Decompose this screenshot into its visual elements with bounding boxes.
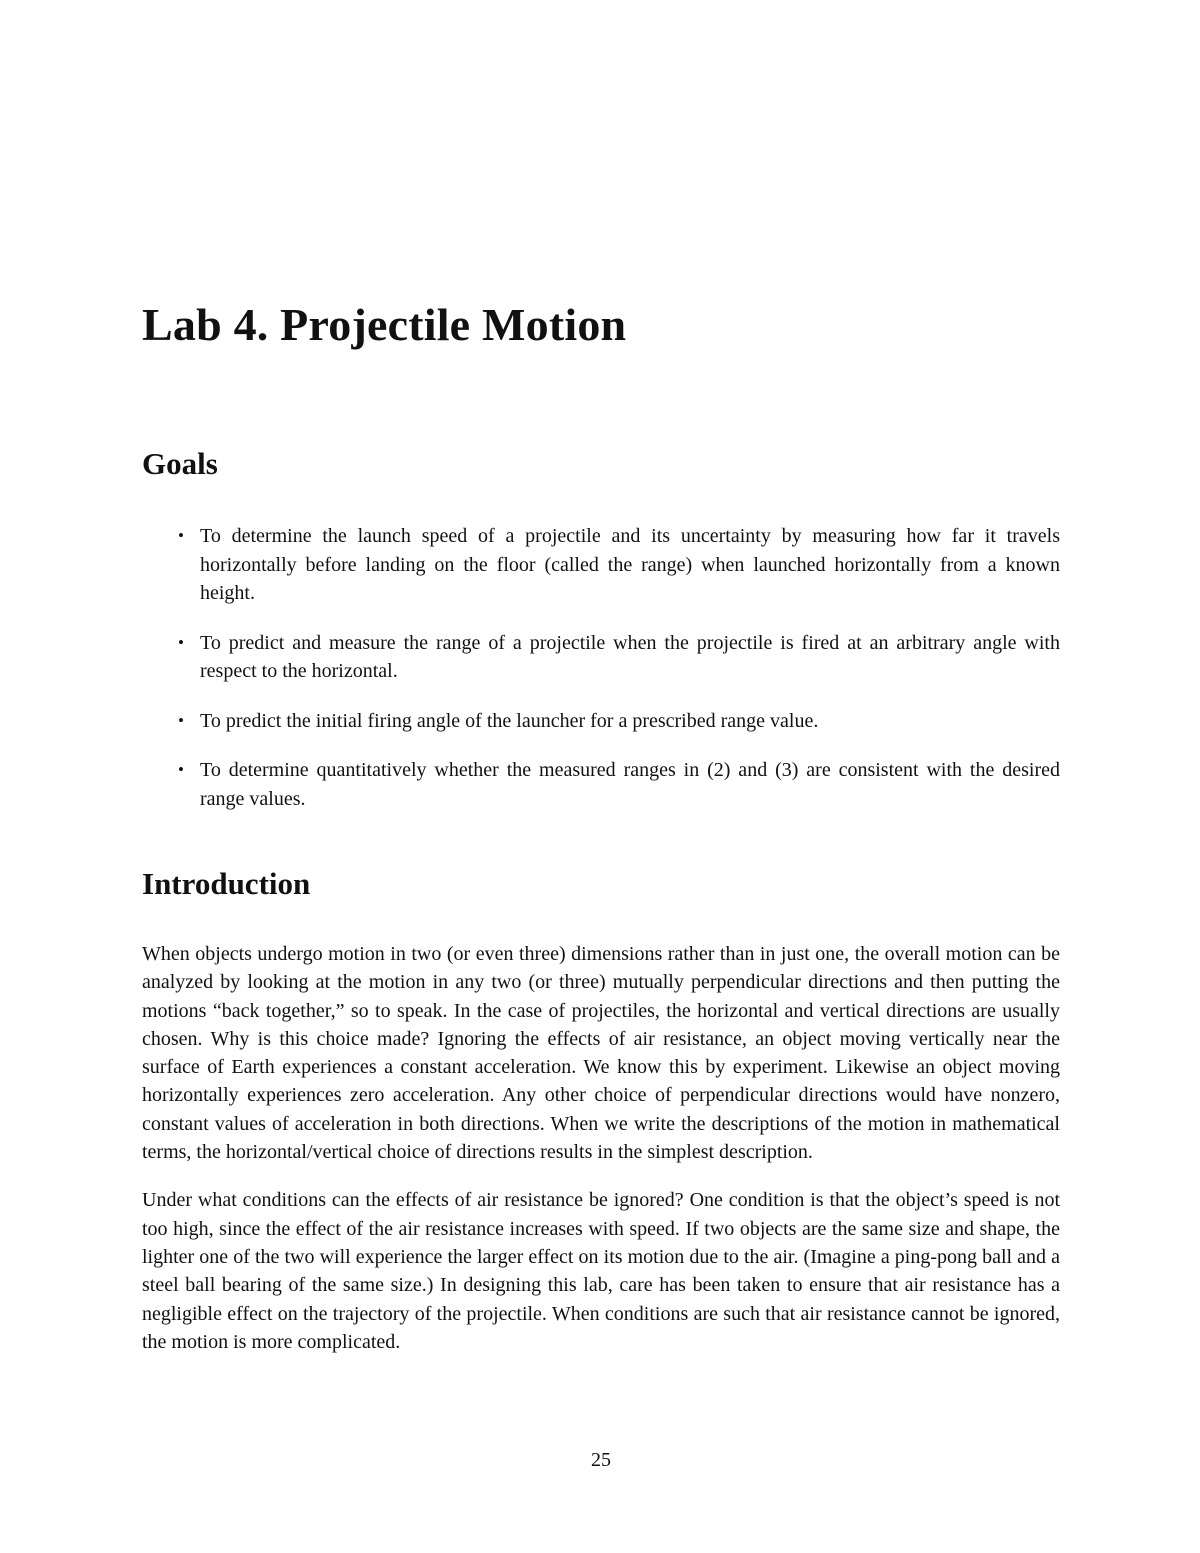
goal-text: To determine quantitatively whether the measured ranges in (2) and (3) are consistent with the desired range values. — [200, 759, 1060, 810]
goals-list — [172, 522, 1060, 834]
goal-text: To determine the launch speed of a projectile and its uncertainty by measuring how far it travels horizontally before landing on the floor (called the range) when launched horizontally from a known height. — [200, 525, 1060, 604]
list-item — [172, 707, 1060, 736]
introduction-heading: Introduction — [142, 866, 311, 901]
introduction-paragraph: Under what conditions can the effects of air resistance be ignored? One condition is that the object’s speed is not too high, since the effect of the air resistance increases with speed. If two objects are the same size and shape, the lighter one of the two will experience the larger effect on its motion due to the air. (Imagine a ping-pong ball and a steel ball bearing of the same size.) In designing this lab, care has been taken to ensure that air resistance has a negligible effect on the trajectory of the projectile. When conditions are such that air resistance cannot be ignored, the motion is more complicated. — [142, 1189, 1060, 1353]
introduction-body — [142, 940, 1060, 1376]
goals-heading: Goals — [142, 446, 218, 481]
bullet-icon: • — [178, 632, 184, 652]
bullet-icon: • — [178, 526, 184, 545]
list-item — [172, 629, 1060, 686]
introduction-paragraph: When objects undergo motion in two (or even three) dimensions rather than in just one, the overall motion can be analyzed by looking at the motion in any two (or three) mutually perpendicular directions and then putting the motions “back together,” so to speak. In the case of projectiles, the horizontal and vertical directions are usually chosen. Why is this choice made? Ignoring the effects of air resistance, an object moving vertically near the surface of Earth experiences a constant acceleration. We know this by experiment. Likewise an object moving horizontally experiences zero acceleration. Any other choice of perpendicular directions would have nonzero, constant values of acceleration in both directions. When we write the descriptions of the motion in mathematical terms, the horizontal/vertical choice of directions results in the simplest description. — [142, 943, 1060, 1164]
bullet-icon: • — [178, 710, 184, 730]
goal-text: To predict and measure the range of a projectile when the projectile is fired at an arbitrary angle with respect to the horizontal. — [200, 631, 1060, 682]
goal-text: To predict the initial firing angle of the launcher for a prescribed range value. — [200, 709, 819, 732]
list-item — [172, 522, 1060, 608]
document-page — [142, 0, 1060, 1553]
page-title: Lab 4. Projectile Motion — [142, 299, 627, 350]
list-item — [172, 756, 1060, 813]
bullet-icon: • — [178, 760, 184, 779]
page-number: 25 — [591, 1449, 611, 1471]
